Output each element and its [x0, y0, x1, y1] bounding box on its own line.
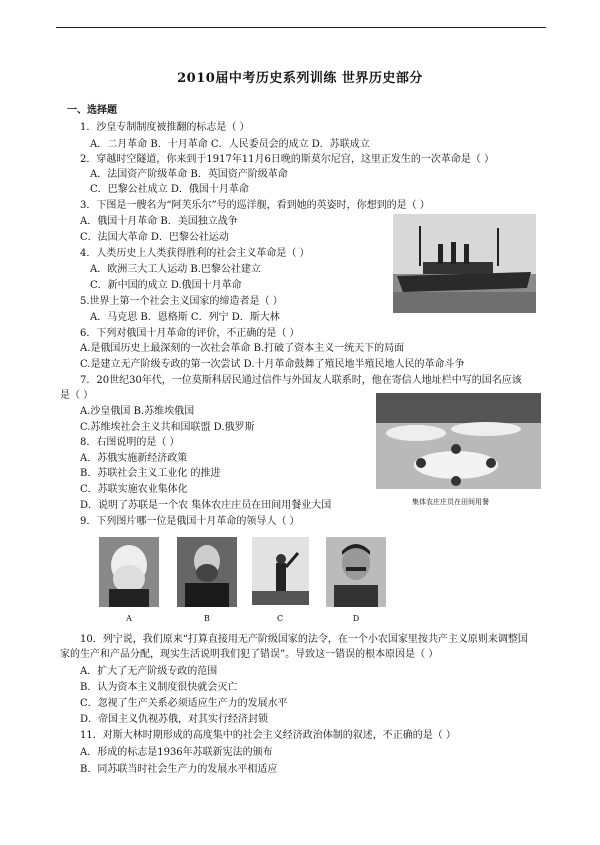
question-8-option-a: A．苏俄实施新经济政策: [80, 453, 188, 464]
question-6: 6．下列对俄国十月革命的评价，不正确的是（ ）: [80, 328, 300, 339]
section-heading: 一、选择题: [67, 105, 117, 116]
portrait-label-b: B: [204, 614, 210, 623]
question-7-options-cd: C.苏维埃社会主义共和国联盟 D.俄罗斯: [80, 422, 255, 433]
cruiser-aurora-photo: [393, 214, 536, 313]
question-6-options-cd: C.是建立无产阶级专政的第一次尝试 D.十月革命鼓舞了殖民地半殖民地人民的革命斗争: [80, 359, 465, 370]
question-9: 9．下列图片哪一位是俄国十月革命的领导人（ ）: [80, 516, 300, 527]
question-10-option-b: B．认为资本主义制度很快就会灭亡: [80, 682, 238, 693]
portrait-label-a: A: [126, 614, 132, 623]
question-3-options-cd: C．法国大革命 D．巴黎公社运动: [80, 232, 229, 243]
portrait-marx: [99, 537, 159, 607]
question-5: 5.世界上第一个社会主义国家的缔造者是（ ）: [80, 296, 283, 307]
farm-photo-caption: 集体农庄庄员在田间用餐: [412, 498, 489, 506]
portrait-engels: [177, 537, 237, 607]
question-3: 3．下图是一艘名为“阿芙乐尔”号的巡洋舰，看到她的英姿时，你想到的是（ ）: [80, 200, 430, 211]
question-3-options-ab: A．俄国十月革命 B．美国独立战争: [80, 216, 238, 227]
portrait-stalin: [326, 537, 386, 607]
question-2-options-cd: C．巴黎公社成立 D．俄国十月革命: [90, 184, 249, 195]
question-2-options-ab: A．法国资产阶级革命 B．英国资产阶级革命: [90, 169, 288, 180]
question-4-options-cd: C．新中国的成立 D.俄国十月革命: [90, 280, 242, 291]
portrait-label-c: C: [276, 614, 284, 623]
question-10-continued: 家的生产和产品分配，现实生活说明我们犯了错误”。导致这一错误的根本原因是（ ）: [60, 649, 439, 660]
question-5-options: A．马克思 B．恩格斯 C．列宁 D．斯大林: [90, 312, 280, 323]
question-1: 1．沙皇专制制度被推翻的标志是（ ）: [80, 122, 250, 133]
collective-farm-photo: [376, 393, 541, 489]
question-10-option-d: D．帝国主义仇视苏俄，对其实行经济封锁: [80, 714, 269, 725]
question-1-options: A．二月革命 B．十月革命 C．人民委员会的成立 D．苏联成立: [90, 139, 370, 150]
question-7-options-ab: A.沙皇俄国 B.苏维埃俄国: [80, 406, 195, 417]
question-7: 7．20世纪30年代，一位莫斯科居民通过信件与外国友人联系时，他在寄信人地址栏中写的国名应该: [80, 375, 522, 386]
question-11-option-a: A．形成的标志是1936年苏联新宪法的颁布: [80, 747, 273, 758]
question-11-option-b: B．同苏联当时社会生产力的发展水平相适应: [80, 764, 278, 775]
question-2: 2．穿越时空隧道，你来到于1917年11月6日晚的斯莫尔尼宫，这里正发生的一次革命是（ ）: [80, 154, 495, 165]
question-11: 11．对斯大林时期形成的高度集中的社会主义经济政治体制的叙述，不正确的是（ ）: [80, 730, 456, 741]
top-rule: [56, 27, 546, 28]
question-10: 10．列宁说，我们原来“打算直接用无产阶级国家的法令，在一个小农国家里按共产主义原则来调整国: [80, 634, 528, 645]
question-6-options-ab: A.是俄国历史上最深刻的一次社会革命 B.打破了资本主义一统天下的局面: [80, 343, 405, 354]
page-title: 2010届中考历史系列训练 世界历史部分: [177, 71, 423, 86]
question-8: 8．右图说明的是（ ）: [80, 437, 180, 448]
question-8-option-c: C．苏联实施农业集体化: [80, 484, 188, 495]
question-4-options-ab: A．欧洲三大工人运动 B.巴黎公社建立: [90, 264, 261, 275]
question-4: 4．人类历史上人类获得胜利的社会主义革命是（ ）: [80, 248, 310, 259]
question-8-option-b: B．苏联社会主义工业化 的推进: [80, 468, 221, 479]
question-7-continued: 是（ ）: [60, 390, 94, 401]
question-10-option-a: A．扩大了无产阶级专政的范围: [80, 666, 218, 677]
question-8-option-d: D．说明了苏联是一个农 集体农庄庄员在田间用餐业大国: [80, 500, 332, 511]
question-10-option-c: C．忽视了生产关系必须适应生产力的发展水平: [80, 698, 288, 709]
portrait-label-d: D: [352, 614, 360, 623]
portrait-lenin-speech: [252, 537, 309, 605]
